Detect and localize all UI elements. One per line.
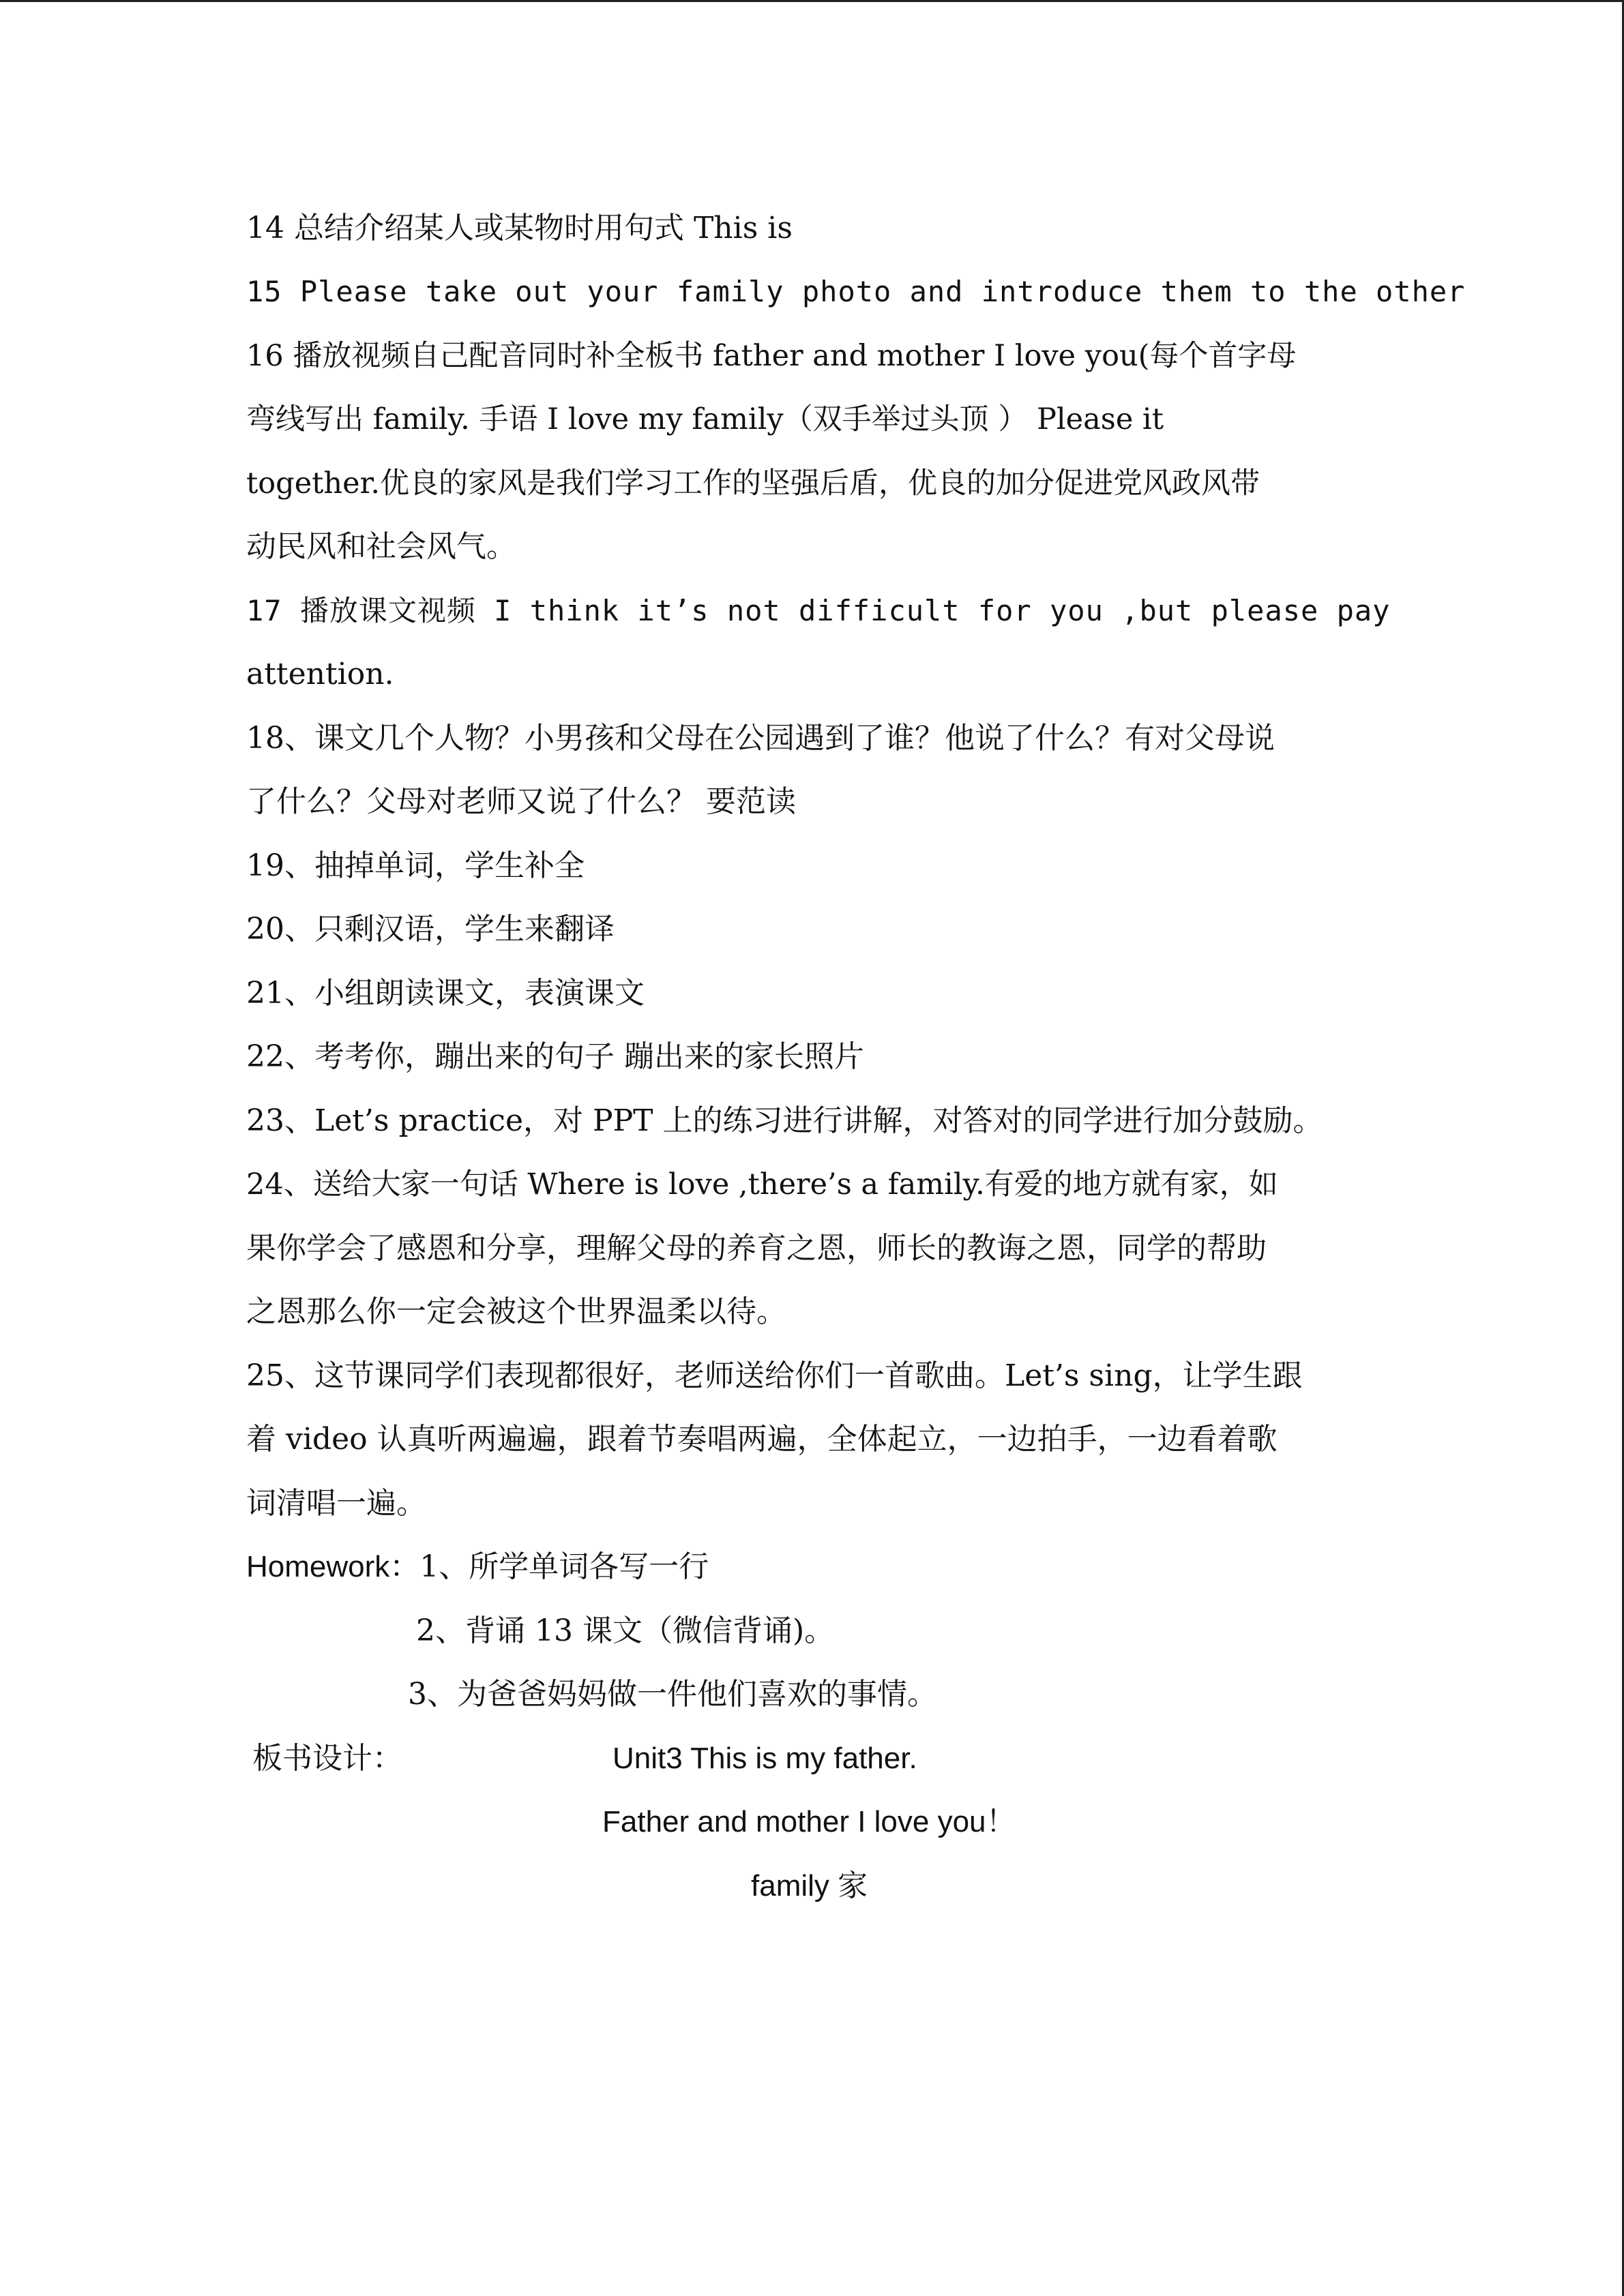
line-25-cont-2: 词清唱一遍。	[246, 1486, 426, 1521]
line-18: 18、课文几个人物？小男孩和父母在公园遇到了谁？他说了什么？有对父母说	[246, 721, 1275, 756]
board-design-label: 板书设计：	[252, 1741, 402, 1776]
line-18-cont: 了什么？父母对老师又说了什么？ 要范读	[246, 784, 796, 819]
line-21: 21、小组朗读课文，表演课文	[246, 976, 645, 1011]
line-20: 20、只剩汉语，学生来翻译	[246, 912, 615, 946]
line-23: 23、Let’s practice，对 PPT 上的练习进行讲解，对答对的同学进行加分鼓励。	[246, 1103, 1323, 1138]
line-14: 14 总结介绍某人或某物时用句式 This is	[246, 211, 793, 245]
line-24-cont-1: 果你学会了感恩和分享，理解父母的养育之恩，师长的教诲之恩，同学的帮助	[246, 1231, 1267, 1266]
board-line-2: Father and mother I love you！	[602, 1805, 1016, 1838]
line-25-cont-1: 着 video 认真听两遍遍，跟着节奏唱两遍，全体起立，一边拍手，一边看着歌	[246, 1422, 1278, 1457]
line-19: 19、抽掉单词，学生补全	[246, 848, 585, 883]
line-16: 16 播放视频自己配音同时补全板书 father and mother I love you(每个首字母	[246, 339, 1297, 373]
line-24: 24、送给大家一句话 Where is love ,there’s a family.有爱的地方就有家，如	[246, 1167, 1278, 1202]
line-22: 22、考考你，蹦出来的句子 蹦出来的家长照片	[246, 1039, 864, 1074]
homework-label: Homework：	[246, 1550, 420, 1583]
line-25: 25、这节课同学们表现都很好，老师送给你们一首歌曲。Let’s sing，让学生跟	[246, 1358, 1303, 1393]
page-top-border	[0, 0, 1624, 2]
line-15: 15 Please take out your family photo and introduce them to the other	[246, 275, 1466, 308]
line-24-cont-2: 之恩那么你一定会被这个世界温柔以待。	[246, 1294, 786, 1329]
homework-line-1	[246, 1547, 709, 1587]
line-17: 17 播放课文视频 I think it’s not difficult for you ,but please pay	[246, 594, 1391, 627]
board-line-3: family 家	[751, 1869, 868, 1903]
homework-item-3: 3、为爸爸妈妈做一件他们喜欢的事情。	[408, 1677, 937, 1712]
line-16-cont-1: 弯线写出 family. 手语 I love my family（双手举过头顶 ） Please it	[246, 402, 1164, 436]
homework-item-2: 2、背诵 13 课文（微信背诵)。	[416, 1613, 835, 1648]
board-title: Unit3 This is my father.	[612, 1742, 917, 1775]
line-16-cont-2: together.优良的家风是我们学习工作的坚强后盾，优良的加分促进党风政风带	[246, 466, 1260, 501]
line-16-cont-3: 动民风和社会风气。	[246, 529, 516, 564]
homework-item-1: 1、所学单词各写一行	[419, 1549, 709, 1584]
line-17-cont: attention.	[246, 657, 394, 691]
